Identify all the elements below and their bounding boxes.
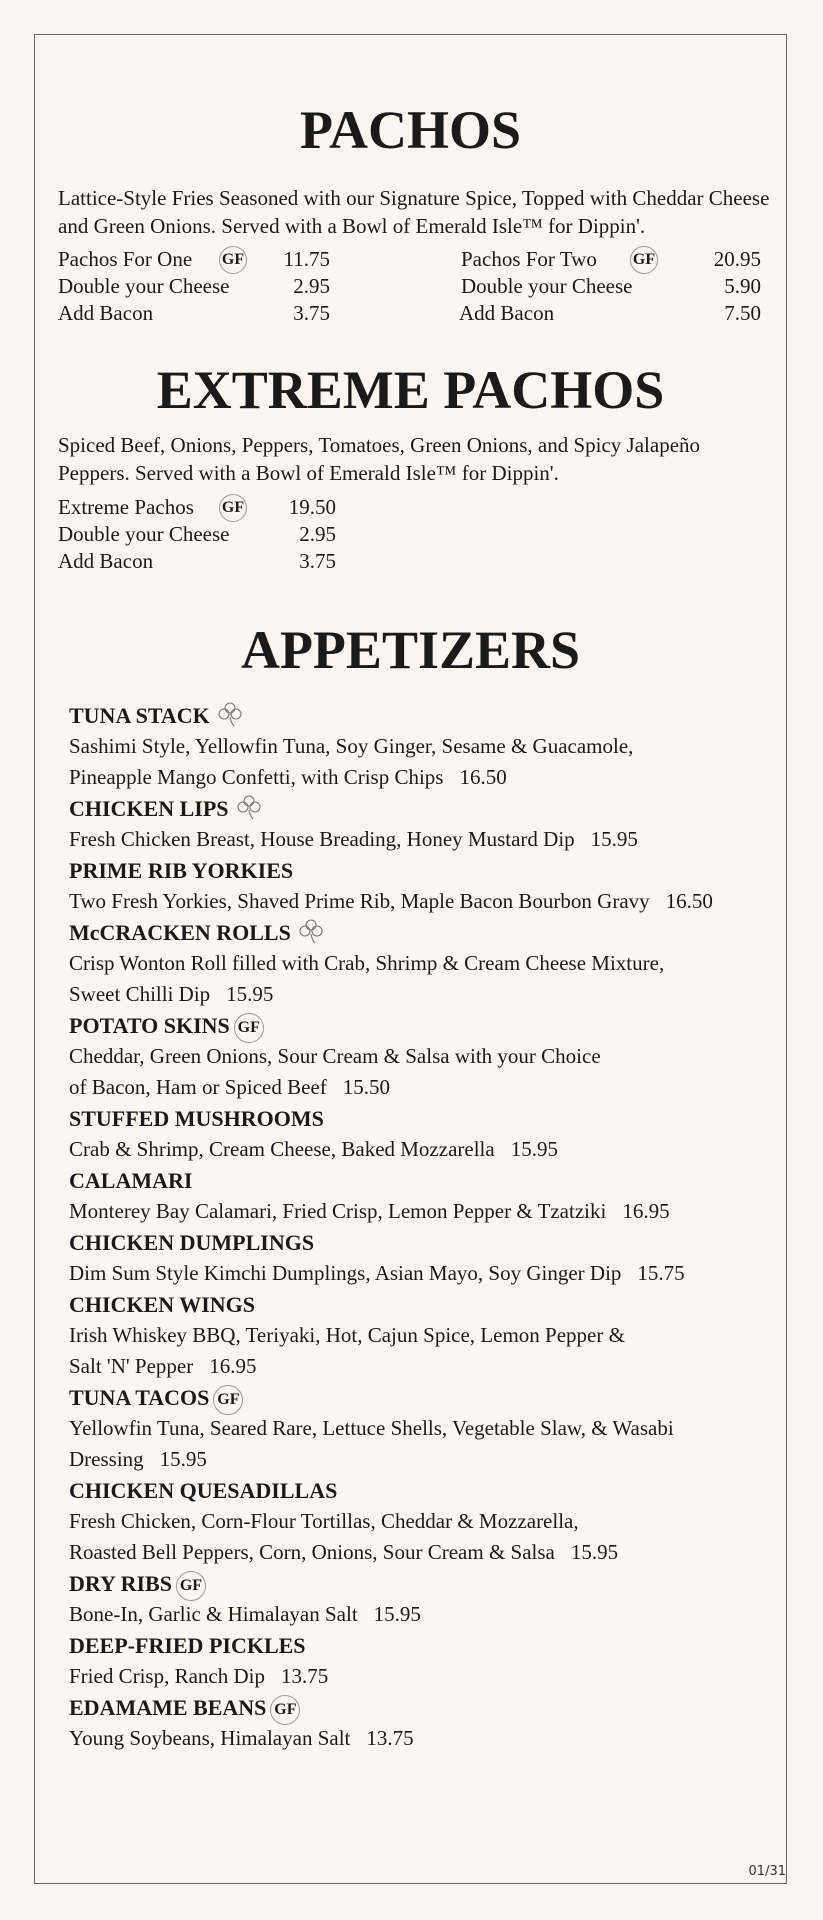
appetizer-name: STUFFED MUSHROOMS — [69, 1106, 324, 1131]
appetizer-description — [69, 731, 781, 793]
gf-icon: GF — [630, 246, 658, 274]
pachos-right-label-2: Add Bacon — [459, 301, 555, 325]
appetizer-description-text: Sashimi Style, Yellowfin Tuna, Soy Ginger, Sesame & Guacamole, — [69, 734, 634, 758]
appetizer-price: 16.50 — [459, 765, 507, 789]
pachos-left-price-0: 11.75 — [283, 247, 330, 271]
appetizer-name: EDAMAME BEANS — [69, 1695, 267, 1720]
appetizer-description-text: Sweet Chilli Dip — [69, 982, 211, 1006]
appetizer-description-line — [69, 1444, 781, 1475]
appetizer-item — [69, 917, 781, 1010]
appetizer-item — [69, 1165, 781, 1227]
appetizer-description-line — [69, 1351, 781, 1382]
extreme-price-1: 2.95 — [299, 522, 336, 546]
extreme-pachos-description: Spiced Beef, Onions, Peppers, Tomatoes, Green Onions, and Spicy Jalapeño Peppers. Served with a Bowl of Emerald Isle™ for Dippin'. — [58, 433, 701, 485]
appetizer-price: 15.95 — [570, 1540, 619, 1564]
appetizer-description-line — [69, 948, 781, 979]
pachos-right-label-1: Double your Cheese — [461, 274, 633, 298]
appetizer-name-row — [69, 1630, 781, 1661]
pachos-right-price-0: 20.95 — [713, 247, 761, 271]
appetizer-name-row — [69, 1103, 781, 1134]
appetizer-description-text: Salt 'N' Pepper — [69, 1354, 194, 1378]
appetizer-description-text: Fresh Chicken, Corn-Flour Tortillas, Cheddar & Mozzarella, — [69, 1509, 579, 1533]
appetizer-item — [69, 1010, 781, 1103]
extreme-price-2: 3.75 — [299, 549, 336, 573]
appetizer-item — [69, 1568, 781, 1630]
appetizer-item — [69, 793, 781, 855]
appetizer-description-text: Irish Whiskey BBQ, Teriyaki, Hot, Cajun Spice, Lemon Pepper & — [69, 1323, 625, 1347]
appetizer-description — [69, 1134, 781, 1165]
appetizer-price: 16.95 — [209, 1354, 257, 1378]
appetizer-name-row — [69, 1692, 781, 1723]
appetizer-description-line — [69, 1661, 781, 1692]
gf-icon: GF — [270, 1695, 300, 1725]
appetizer-name-row — [69, 793, 781, 824]
appetizer-description-line — [69, 1258, 781, 1289]
appetizer-description-line — [69, 1134, 781, 1165]
appetizer-description-text: Fried Crisp, Ranch Dip — [69, 1664, 265, 1688]
appetizer-name-row — [69, 700, 781, 731]
appetizer-name: CHICKEN WINGS — [69, 1292, 256, 1317]
appetizer-price: 15.95 — [159, 1447, 207, 1471]
pachos-right-price-2: 7.50 — [724, 301, 761, 325]
appetizer-name-row — [69, 1227, 781, 1258]
extreme-label-2: Add Bacon — [58, 549, 154, 573]
appetizer-price: 13.75 — [366, 1726, 414, 1750]
appetizer-name: DEEP-FRIED PICKLES — [69, 1633, 306, 1658]
appetizer-description-line — [69, 1041, 781, 1072]
appetizer-description-text: Monterey Bay Calamari, Fried Crisp, Lemon Pepper & Tzatziki — [69, 1199, 607, 1223]
appetizer-description-line — [69, 762, 781, 793]
appetizer-description-line — [69, 1196, 781, 1227]
appetizer-price: 16.50 — [665, 889, 713, 913]
pachos-left-price-1: 2.95 — [293, 274, 330, 298]
appetizer-description-line — [69, 824, 781, 855]
pachos-left-label-2: Add Bacon — [58, 301, 154, 325]
appetizer-price: 15.95 — [590, 827, 638, 851]
appetizer-price: 16.95 — [622, 1199, 670, 1223]
appetizer-description-line — [69, 886, 781, 917]
pachos-right-price-1: 5.90 — [724, 274, 761, 298]
gf-icon: GF — [213, 1385, 243, 1415]
appetizer-description-line — [69, 1723, 781, 1754]
appetizer-item — [69, 700, 781, 793]
appetizer-item — [69, 1289, 781, 1382]
gf-icon: GF — [234, 1013, 264, 1043]
appetizer-description — [69, 1599, 781, 1630]
pachos-right-label-0: Pachos For Two — [461, 247, 597, 271]
appetizer-description-line — [69, 1599, 781, 1630]
appetizer-description — [69, 1258, 781, 1289]
appetizer-description — [69, 1506, 781, 1568]
appetizer-item — [69, 1630, 781, 1692]
pachos-title: PACHOS — [299, 100, 521, 160]
appetizer-description-text: Crisp Wonton Roll filled with Crab, Shrimp & Cream Cheese Mixture, — [69, 951, 665, 975]
appetizer-name-row — [69, 1289, 781, 1320]
extreme-pachos-title: EXTREME PACHOS — [156, 360, 665, 420]
appetizer-description-text: Cheddar, Green Onions, Sour Cream & Salsa with your Choice — [69, 1044, 601, 1068]
appetizer-name: CHICKEN DUMPLINGS — [69, 1230, 315, 1255]
appetizer-description — [69, 1413, 781, 1475]
appetizer-description — [69, 1723, 781, 1754]
appetizer-description — [69, 824, 781, 855]
appetizer-description — [69, 886, 781, 917]
appetizer-item — [69, 1103, 781, 1165]
appetizer-name-row — [69, 1010, 781, 1041]
gf-icon: GF — [219, 246, 247, 274]
extreme-label-0: Extreme Pachos — [58, 495, 194, 519]
appetizer-description-text: Crab & Shrimp, Cream Cheese, Baked Mozzarella — [69, 1137, 495, 1161]
appetizer-name: DRY RIBS — [69, 1571, 172, 1596]
appetizer-item — [69, 1382, 781, 1475]
appetizer-price: 15.95 — [226, 982, 274, 1006]
appetizer-description-line — [69, 1413, 781, 1444]
appetizer-name-row — [69, 855, 781, 886]
appetizer-description-line — [69, 1506, 781, 1537]
appetizer-price: 15.95 — [510, 1137, 558, 1161]
appetizer-description-line — [69, 1537, 781, 1568]
appetizer-description-line — [69, 979, 781, 1010]
appetizer-description-text: Young Soybeans, Himalayan Salt — [69, 1726, 351, 1750]
appetizer-description-text: Two Fresh Yorkies, Shaved Prime Rib, Maple Bacon Bourbon Gravy — [69, 889, 650, 913]
extreme-price-0: 19.50 — [288, 495, 336, 519]
appetizer-description-text: Dressing — [69, 1447, 144, 1471]
appetizer-description-text: Yellowfin Tuna, Seared Rare, Lettuce Shells, Vegetable Slaw, & Wasabi — [69, 1416, 674, 1440]
pachos-left-label-1: Double your Cheese — [58, 274, 230, 298]
appetizer-description — [69, 1041, 781, 1103]
appetizer-description — [69, 1661, 781, 1692]
appetizer-price: 15.50 — [342, 1075, 391, 1099]
appetizer-item — [69, 855, 781, 917]
appetizer-price: 13.75 — [280, 1664, 329, 1688]
page-number: 01/31 — [748, 1864, 786, 1879]
appetizer-description-text: Dim Sum Style Kimchi Dumplings, Asian Mayo, Soy Ginger Dip — [69, 1261, 622, 1285]
appetizer-item — [69, 1692, 781, 1754]
appetizer-item — [69, 1227, 781, 1289]
appetizer-name: POTATO SKINS — [69, 1013, 230, 1038]
gf-icon: GF — [176, 1571, 206, 1601]
appetizer-description — [69, 948, 781, 1010]
appetizer-description — [69, 1320, 781, 1382]
gf-icon: GF — [219, 494, 247, 522]
appetizer-name: McCRACKEN ROLLS — [69, 920, 291, 946]
appetizer-name: TUNA STACK — [69, 703, 210, 729]
appetizer-name-row — [69, 917, 781, 948]
extreme-label-1: Double your Cheese — [58, 522, 230, 546]
pachos-left-price-2: 3.75 — [293, 301, 330, 325]
appetizer-name-row — [69, 1568, 781, 1599]
appetizer-name-row — [69, 1165, 781, 1196]
appetizers-list — [69, 700, 781, 1754]
pachos-left-label-0: Pachos For One — [58, 247, 193, 271]
appetizer-item — [69, 1475, 781, 1568]
pachos-description: Lattice-Style Fries Seasoned with our Signature Spice, Topped with Cheddar Cheese and Green Onions. Served with a Bowl of Emerald Isle™ for Dippin'. — [58, 186, 770, 238]
appetizer-description-text: Pineapple Mango Confetti, with Crisp Chips — [69, 765, 444, 789]
appetizer-description — [69, 1196, 781, 1227]
appetizer-name-row — [69, 1382, 781, 1413]
appetizer-description-line — [69, 1320, 781, 1351]
appetizer-description-line — [69, 1072, 781, 1103]
appetizer-description-text: of Bacon, Ham or Spiced Beef — [69, 1075, 327, 1099]
appetizer-name: CHICKEN QUESADILLAS — [69, 1478, 338, 1503]
appetizer-name: CHICKEN LIPS — [69, 796, 229, 822]
appetizer-name: CALAMARI — [69, 1168, 193, 1193]
appetizer-description-text: Roasted Bell Peppers, Corn, Onions, Sour Cream & Salsa — [69, 1540, 555, 1564]
appetizer-price: 15.75 — [637, 1261, 685, 1285]
appetizer-price: 15.95 — [373, 1602, 421, 1626]
appetizer-name: TUNA TACOS — [69, 1385, 210, 1410]
appetizer-description-text: Bone-In, Garlic & Himalayan Salt — [69, 1602, 358, 1626]
appetizer-name-row — [69, 1475, 781, 1506]
appetizer-description-line — [69, 731, 781, 762]
appetizer-description-text: Fresh Chicken Breast, House Breading, Honey Mustard Dip — [69, 827, 575, 851]
appetizers-title: APPETIZERS — [240, 620, 581, 680]
appetizer-name: PRIME RIB YORKIES — [69, 858, 294, 883]
